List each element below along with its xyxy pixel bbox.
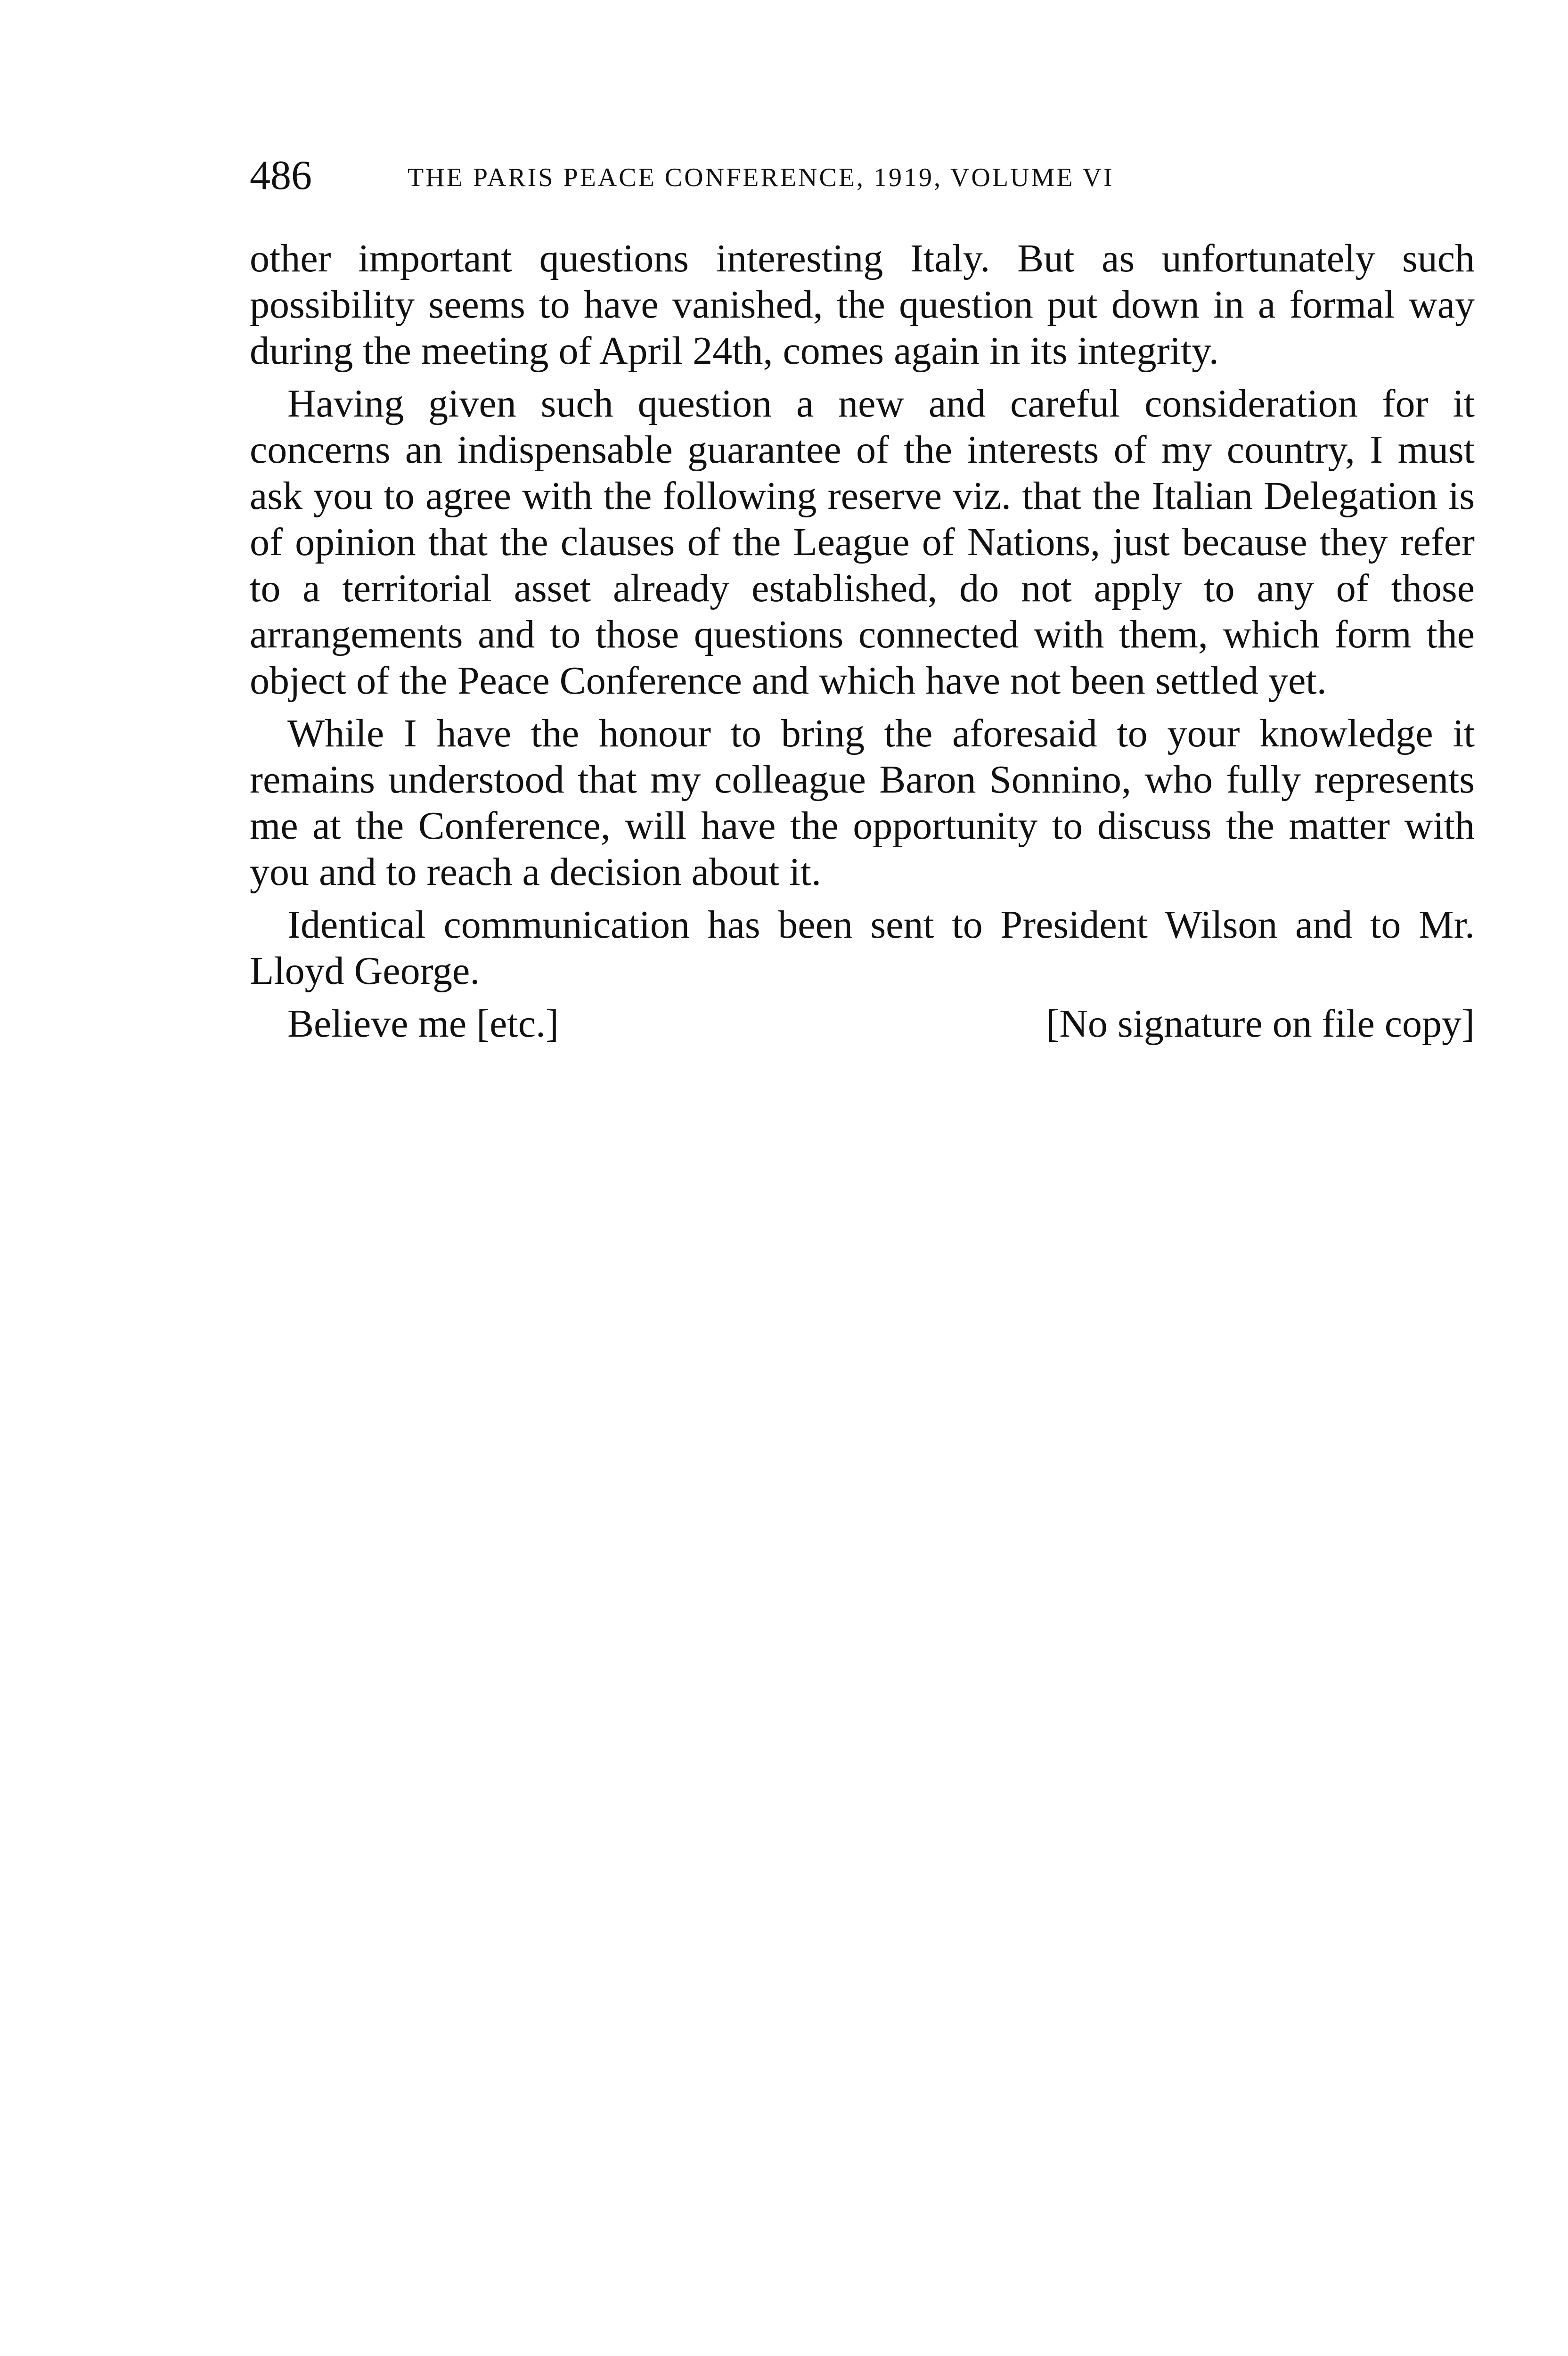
running-title: THE PARIS PEACE CONFERENCE, 1919, VOLUME VI: [408, 163, 1114, 192]
page-number: 486: [250, 153, 312, 198]
body-text: [250, 236, 1475, 1047]
closing-salutation: Believe me [etc.]: [287, 1002, 559, 1046]
running-head: [250, 150, 1324, 202]
paragraph: Identical communication has been sent to President Wilson and to Mr. Lloyd George.: [250, 903, 1475, 993]
signature-note: [No signature on file copy]: [1046, 1002, 1475, 1046]
paragraph: While I have the honour to bring the aforesaid to your knowledge it remains understood that my colleague Baron Sonnino, who fully represents me at the Conference, will have the opportunity to discuss the matter with you and to reach a decision about it.: [250, 712, 1475, 894]
paragraph: other important questions interesting Italy. But as unfortunately such possibility seems to have vanished, the question put down in a formal way during the meeting of April 24th, comes again in its integrity.: [250, 237, 1475, 373]
closing-line: [250, 1001, 1475, 1047]
paragraph: Having given such question a new and careful consideration for it concerns an indispensable guarantee of the interests of my country, I must ask you to agree with the following reserve viz. that the Italian Delegation is of opinion that the clauses of the League of Nations, just because they refer to a territorial asset already established, do not apply to any of those arrangements and to those questions connected with them, which form the object of the Peace Conference and which have not been settled yet.: [250, 382, 1475, 703]
